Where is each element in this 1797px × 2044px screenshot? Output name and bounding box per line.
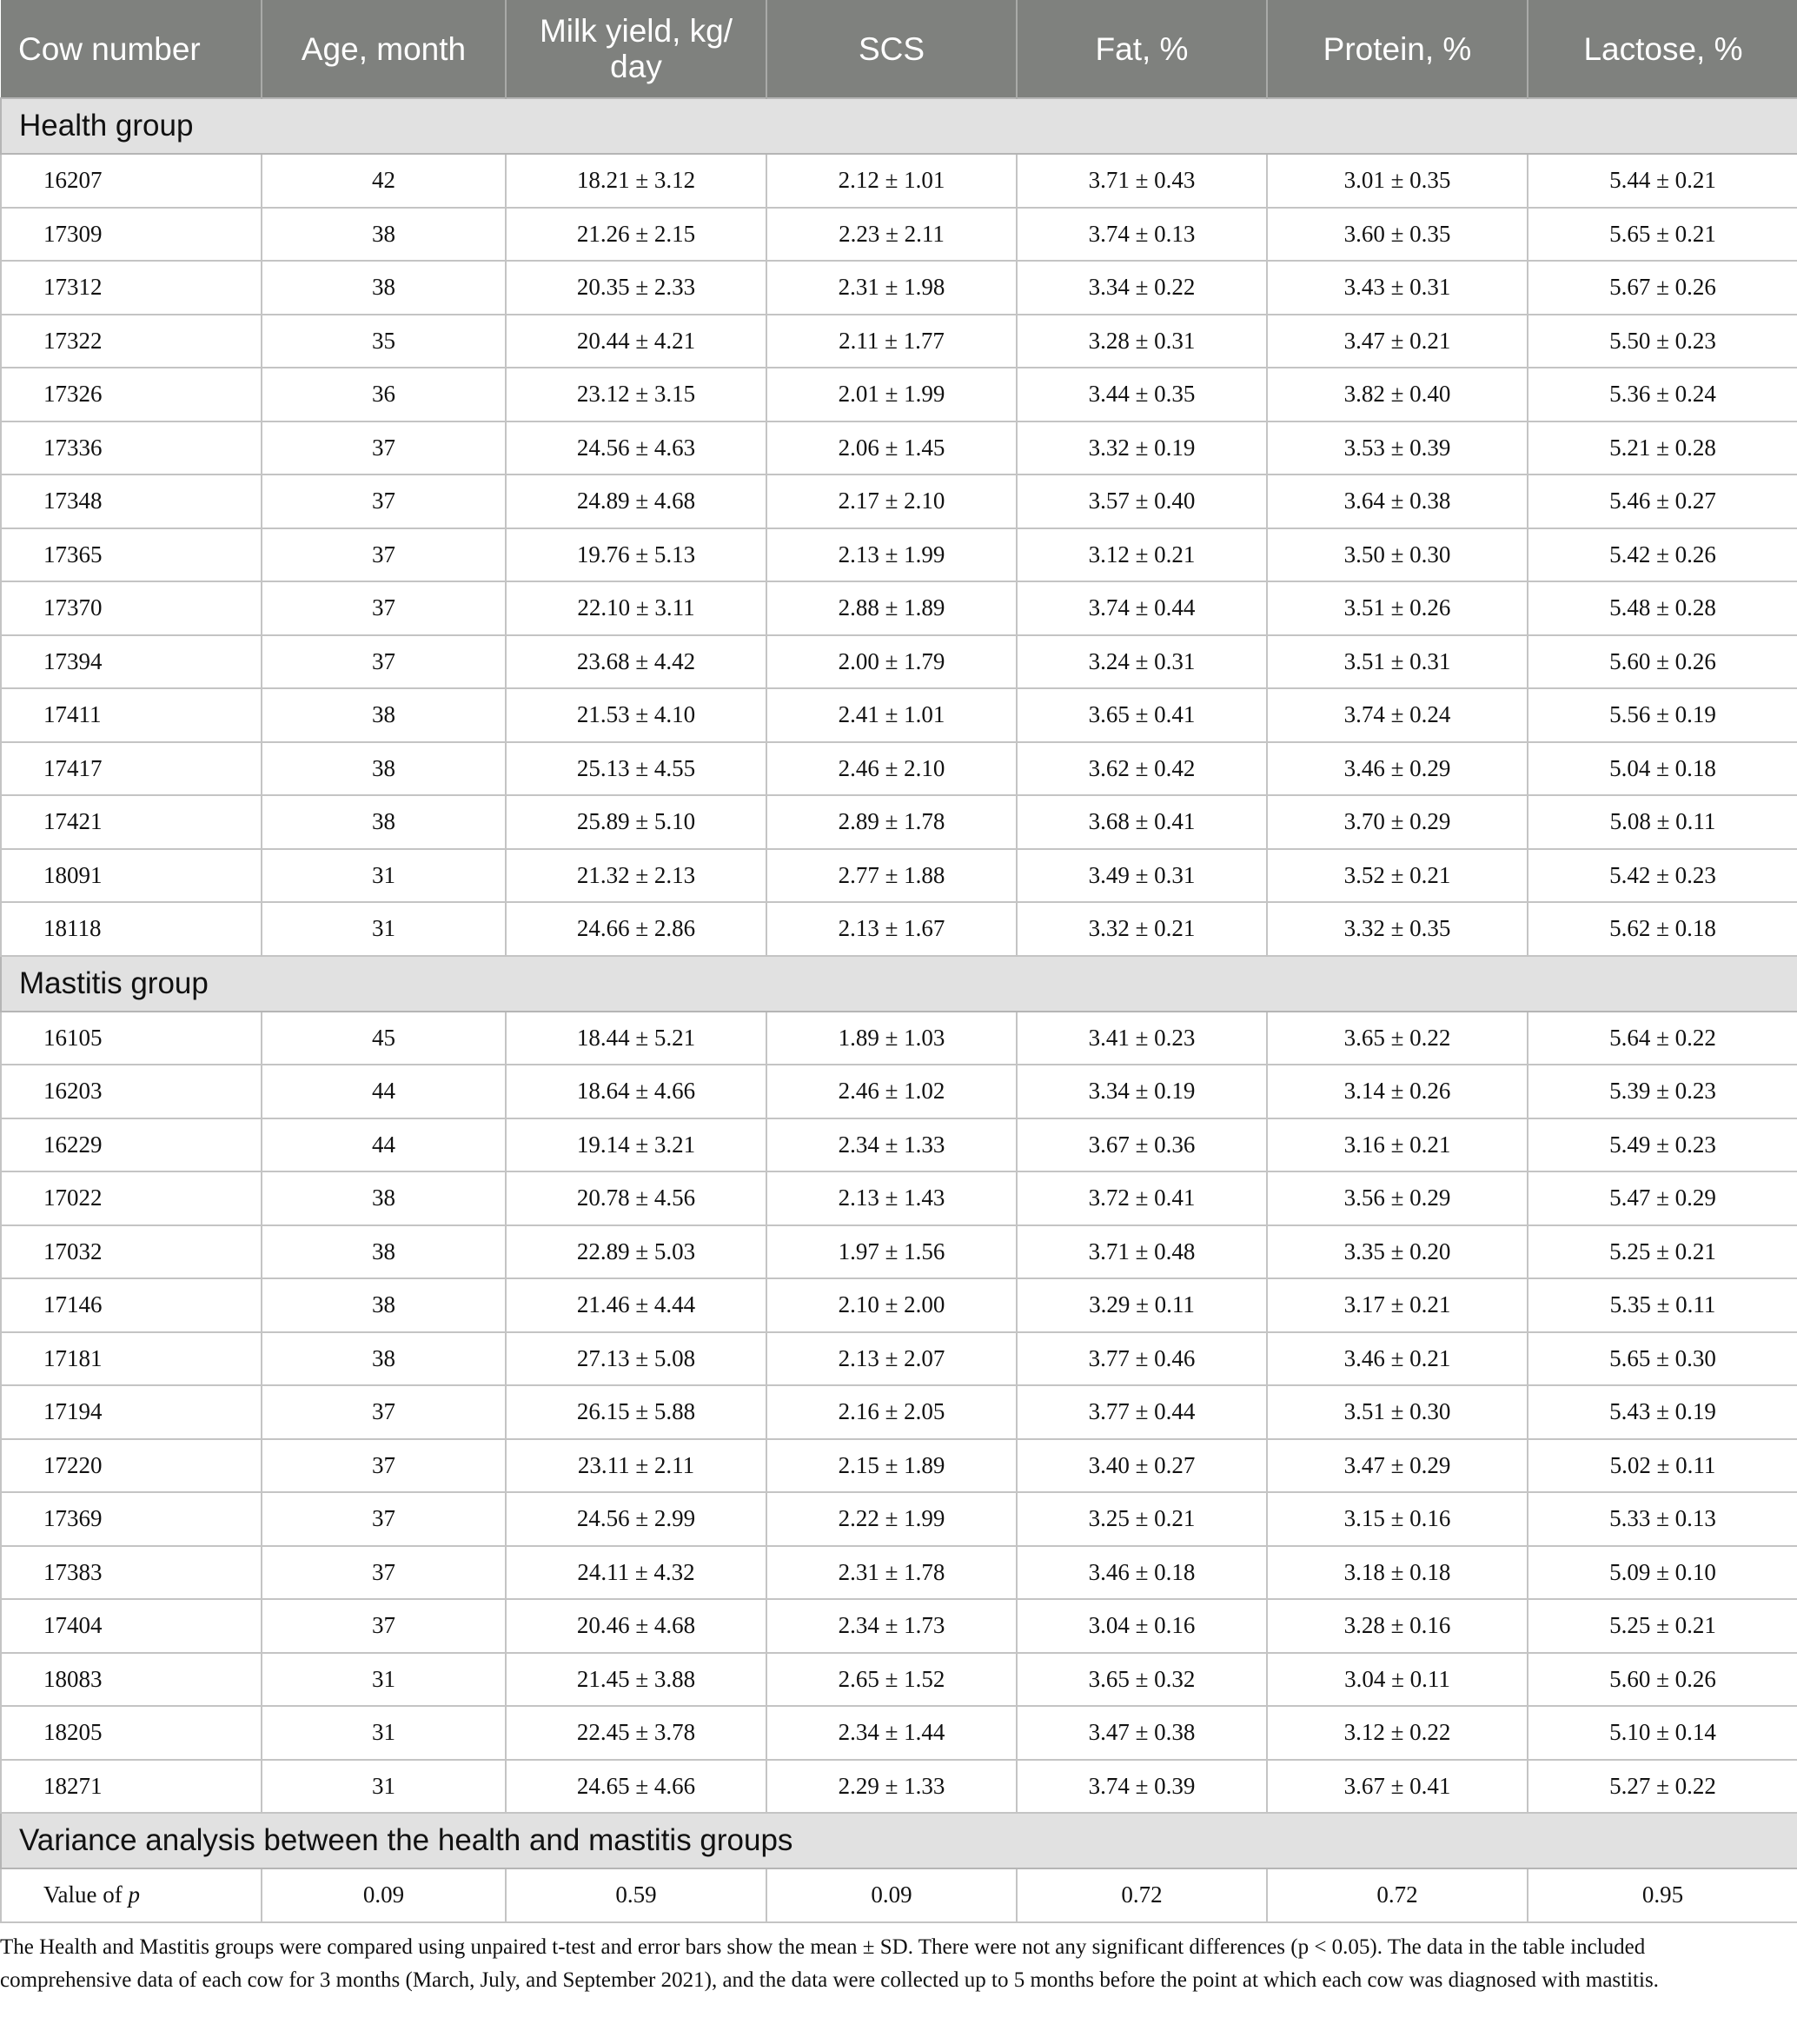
cell-scs: 2.46 ± 2.10: [766, 742, 1017, 796]
p-value-label: [1, 1868, 262, 1922]
p-value-label-italic: p: [128, 1881, 140, 1908]
cell-fat: 3.28 ± 0.31: [1017, 315, 1267, 368]
cell-age: 38: [262, 795, 506, 849]
cell-cow-number: 17032: [1, 1225, 262, 1279]
table-row: [1, 1171, 1797, 1225]
cell-fat: 3.71 ± 0.48: [1017, 1225, 1267, 1279]
table-row: [1, 315, 1797, 368]
cell-lactose: 5.62 ± 0.18: [1528, 902, 1797, 956]
header-fat: Fat, %: [1017, 0, 1267, 98]
cell-cow-number: 17421: [1, 795, 262, 849]
cell-fat: 3.40 ± 0.27: [1017, 1439, 1267, 1493]
cell-lactose: 5.35 ± 0.11: [1528, 1278, 1797, 1332]
cell-age: 37: [262, 421, 506, 475]
cell-fat: 3.04 ± 0.16: [1017, 1599, 1267, 1653]
p-value-scs: 0.09: [766, 1868, 1017, 1922]
cell-fat: 3.32 ± 0.19: [1017, 421, 1267, 475]
cell-cow-number: 17309: [1, 208, 262, 262]
cell-scs: 2.10 ± 2.00: [766, 1278, 1017, 1332]
cell-lactose: 5.65 ± 0.21: [1528, 208, 1797, 262]
cell-cow-number: 18083: [1, 1653, 262, 1707]
cell-protein: 3.46 ± 0.21: [1267, 1332, 1528, 1386]
cell-protein: 3.51 ± 0.31: [1267, 635, 1528, 689]
cell-cow-number: 17336: [1, 421, 262, 475]
cell-milk-yield: 24.89 ± 4.68: [506, 474, 766, 528]
cell-milk-yield: 25.89 ± 5.10: [506, 795, 766, 849]
cell-cow-number: 17369: [1, 1492, 262, 1546]
cell-milk-yield: 22.89 ± 5.03: [506, 1225, 766, 1279]
cell-lactose: 5.60 ± 0.26: [1528, 635, 1797, 689]
cell-milk-yield: 23.68 ± 4.42: [506, 635, 766, 689]
cell-lactose: 5.04 ± 0.18: [1528, 742, 1797, 796]
table-row: [1, 1599, 1797, 1653]
table-row: [1, 1706, 1797, 1760]
cell-age: 37: [262, 1385, 506, 1439]
cell-age: 31: [262, 1653, 506, 1707]
cell-age: 42: [262, 154, 506, 208]
cell-scs: 1.89 ± 1.03: [766, 1012, 1017, 1065]
cell-cow-number: 17417: [1, 742, 262, 796]
cell-cow-number: 17365: [1, 528, 262, 582]
cell-protein: 3.15 ± 0.16: [1267, 1492, 1528, 1546]
health-group-heading-row: [1, 98, 1797, 154]
cell-scs: 2.88 ± 1.89: [766, 581, 1017, 635]
mastitis-group-heading-row: [1, 956, 1797, 1012]
cell-protein: 3.16 ± 0.21: [1267, 1118, 1528, 1172]
cell-fat: 3.74 ± 0.44: [1017, 581, 1267, 635]
cell-milk-yield: 23.11 ± 2.11: [506, 1439, 766, 1493]
table-row: [1, 208, 1797, 262]
cell-milk-yield: 24.66 ± 2.86: [506, 902, 766, 956]
cell-milk-yield: 19.14 ± 3.21: [506, 1118, 766, 1172]
cell-scs: 2.06 ± 1.45: [766, 421, 1017, 475]
cell-lactose: 5.21 ± 0.28: [1528, 421, 1797, 475]
cell-scs: 2.31 ± 1.78: [766, 1546, 1017, 1600]
p-value-age: 0.09: [262, 1868, 506, 1922]
cell-lactose: 5.10 ± 0.14: [1528, 1706, 1797, 1760]
cell-lactose: 5.09 ± 0.10: [1528, 1546, 1797, 1600]
cell-milk-yield: 24.56 ± 4.63: [506, 421, 766, 475]
cell-scs: 2.00 ± 1.79: [766, 635, 1017, 689]
cell-lactose: 5.33 ± 0.13: [1528, 1492, 1797, 1546]
cell-protein: 3.56 ± 0.29: [1267, 1171, 1528, 1225]
cell-protein: 3.18 ± 0.18: [1267, 1546, 1528, 1600]
cell-fat: 3.46 ± 0.18: [1017, 1546, 1267, 1600]
cell-cow-number: 16105: [1, 1012, 262, 1065]
cell-fat: 3.71 ± 0.43: [1017, 154, 1267, 208]
header-scs: SCS: [766, 0, 1017, 98]
cell-fat: 3.34 ± 0.22: [1017, 261, 1267, 315]
cell-age: 37: [262, 1492, 506, 1546]
cell-age: 45: [262, 1012, 506, 1065]
cell-cow-number: 17404: [1, 1599, 262, 1653]
cell-lactose: 5.43 ± 0.19: [1528, 1385, 1797, 1439]
cell-fat: 3.57 ± 0.40: [1017, 474, 1267, 528]
cell-cow-number: 17348: [1, 474, 262, 528]
cell-protein: 3.51 ± 0.26: [1267, 581, 1528, 635]
table-row: [1, 1385, 1797, 1439]
cell-protein: 3.12 ± 0.22: [1267, 1706, 1528, 1760]
table-row: [1, 154, 1797, 208]
cell-protein: 3.70 ± 0.29: [1267, 795, 1528, 849]
cell-age: 36: [262, 368, 506, 421]
table-row: [1, 1065, 1797, 1118]
cell-fat: 3.67 ± 0.36: [1017, 1118, 1267, 1172]
variance-title: Variance analysis between the health and mastitis groups: [1, 1813, 1797, 1868]
cell-milk-yield: 24.56 ± 2.99: [506, 1492, 766, 1546]
cell-scs: 2.22 ± 1.99: [766, 1492, 1017, 1546]
table-row: [1, 1546, 1797, 1600]
footnote-line-1: The Health and Mastitis groups were compared using unpaired t-test and error bars show the mean ± SD. There were not any significant differences (p < 0.05). The data in the table included: [0, 1935, 1646, 1959]
cell-cow-number: 17326: [1, 368, 262, 421]
cell-milk-yield: 24.65 ± 4.66: [506, 1760, 766, 1814]
cell-scs: 2.34 ± 1.73: [766, 1599, 1017, 1653]
cell-age: 44: [262, 1065, 506, 1118]
header-age: Age, month: [262, 0, 506, 98]
cell-scs: 2.13 ± 1.67: [766, 902, 1017, 956]
cell-milk-yield: 20.78 ± 4.56: [506, 1171, 766, 1225]
cell-cow-number: 17411: [1, 688, 262, 742]
cell-lactose: 5.49 ± 0.23: [1528, 1118, 1797, 1172]
cell-age: 37: [262, 1439, 506, 1493]
table-row: [1, 795, 1797, 849]
cell-scs: 2.16 ± 2.05: [766, 1385, 1017, 1439]
cell-protein: 3.52 ± 0.21: [1267, 849, 1528, 903]
cell-scs: 2.13 ± 1.99: [766, 528, 1017, 582]
cell-cow-number: 17370: [1, 581, 262, 635]
cell-lactose: 5.60 ± 0.26: [1528, 1653, 1797, 1707]
table-header: [1, 0, 1797, 98]
cell-fat: 3.77 ± 0.44: [1017, 1385, 1267, 1439]
cell-milk-yield: 21.46 ± 4.44: [506, 1278, 766, 1332]
cell-age: 37: [262, 1599, 506, 1653]
cell-age: 38: [262, 261, 506, 315]
cell-age: 31: [262, 1706, 506, 1760]
p-value-lactose: 0.95: [1528, 1868, 1797, 1922]
cell-protein: 3.28 ± 0.16: [1267, 1599, 1528, 1653]
cell-scs: 2.89 ± 1.78: [766, 795, 1017, 849]
table-row: [1, 1492, 1797, 1546]
cell-protein: 3.32 ± 0.35: [1267, 902, 1528, 956]
cell-scs: 2.46 ± 1.02: [766, 1065, 1017, 1118]
cell-protein: 3.74 ± 0.24: [1267, 688, 1528, 742]
cell-scs: 2.34 ± 1.33: [766, 1118, 1017, 1172]
cell-lactose: 5.50 ± 0.23: [1528, 315, 1797, 368]
table-row: [1, 1225, 1797, 1279]
table-row: [1, 1118, 1797, 1172]
cell-lactose: 5.46 ± 0.27: [1528, 474, 1797, 528]
cell-protein: 3.14 ± 0.26: [1267, 1065, 1528, 1118]
cell-lactose: 5.25 ± 0.21: [1528, 1599, 1797, 1653]
table-row: [1, 1332, 1797, 1386]
cell-protein: 3.47 ± 0.29: [1267, 1439, 1528, 1493]
cell-lactose: 5.02 ± 0.11: [1528, 1439, 1797, 1493]
cell-milk-yield: 22.45 ± 3.78: [506, 1706, 766, 1760]
cell-fat: 3.77 ± 0.46: [1017, 1332, 1267, 1386]
cell-fat: 3.74 ± 0.13: [1017, 208, 1267, 262]
cell-age: 31: [262, 902, 506, 956]
cell-fat: 3.12 ± 0.21: [1017, 528, 1267, 582]
cell-milk-yield: 25.13 ± 4.55: [506, 742, 766, 796]
cell-cow-number: 17394: [1, 635, 262, 689]
cell-scs: 2.31 ± 1.98: [766, 261, 1017, 315]
cell-milk-yield: 26.15 ± 5.88: [506, 1385, 766, 1439]
cell-scs: 2.23 ± 2.11: [766, 208, 1017, 262]
cell-lactose: 5.36 ± 0.24: [1528, 368, 1797, 421]
cell-protein: 3.35 ± 0.20: [1267, 1225, 1528, 1279]
cell-scs: 2.77 ± 1.88: [766, 849, 1017, 903]
table-row: [1, 902, 1797, 956]
cell-cow-number: 16207: [1, 154, 262, 208]
cell-fat: 3.34 ± 0.19: [1017, 1065, 1267, 1118]
cell-age: 38: [262, 688, 506, 742]
cell-age: 37: [262, 528, 506, 582]
cell-scs: 2.29 ± 1.33: [766, 1760, 1017, 1814]
cell-lactose: 5.25 ± 0.21: [1528, 1225, 1797, 1279]
table-row: [1, 688, 1797, 742]
cell-cow-number: 17220: [1, 1439, 262, 1493]
cell-age: 38: [262, 1278, 506, 1332]
health-group-title: Health group: [1, 98, 1797, 154]
cell-lactose: 5.56 ± 0.19: [1528, 688, 1797, 742]
cell-protein: 3.47 ± 0.21: [1267, 315, 1528, 368]
cell-protein: 3.67 ± 0.41: [1267, 1760, 1528, 1814]
cell-scs: 2.01 ± 1.99: [766, 368, 1017, 421]
cell-cow-number: 18091: [1, 849, 262, 903]
table-row: [1, 742, 1797, 796]
cell-fat: 3.41 ± 0.23: [1017, 1012, 1267, 1065]
cell-milk-yield: 21.53 ± 4.10: [506, 688, 766, 742]
cell-fat: 3.24 ± 0.31: [1017, 635, 1267, 689]
cell-fat: 3.65 ± 0.41: [1017, 688, 1267, 742]
table-footnote: [0, 1931, 1797, 1997]
cell-milk-yield: 21.26 ± 2.15: [506, 208, 766, 262]
cell-scs: 2.13 ± 2.07: [766, 1332, 1017, 1386]
p-value-protein: 0.72: [1267, 1868, 1528, 1922]
cell-milk-yield: 18.21 ± 3.12: [506, 154, 766, 208]
cell-milk-yield: 20.35 ± 2.33: [506, 261, 766, 315]
cell-protein: 3.51 ± 0.30: [1267, 1385, 1528, 1439]
cell-fat: 3.65 ± 0.32: [1017, 1653, 1267, 1707]
footnote-line-2: comprehensive data of each cow for 3 months (March, July, and September 2021), and the data were collected up to 5 months before the point at which each cow was diagnosed with mastitis.: [0, 1968, 1659, 1992]
p-value-row: [1, 1868, 1797, 1922]
cell-age: 37: [262, 635, 506, 689]
table-row: [1, 849, 1797, 903]
cell-fat: 3.47 ± 0.38: [1017, 1706, 1267, 1760]
variance-heading-row: [1, 1813, 1797, 1868]
cell-milk-yield: 19.76 ± 5.13: [506, 528, 766, 582]
table-row: [1, 368, 1797, 421]
cell-cow-number: 16229: [1, 1118, 262, 1172]
cell-lactose: 5.64 ± 0.22: [1528, 1012, 1797, 1065]
header-lactose: Lactose, %: [1528, 0, 1797, 98]
cell-fat: 3.62 ± 0.42: [1017, 742, 1267, 796]
cell-lactose: 5.67 ± 0.26: [1528, 261, 1797, 315]
cell-milk-yield: 21.45 ± 3.88: [506, 1653, 766, 1707]
cell-lactose: 5.48 ± 0.28: [1528, 581, 1797, 635]
table-body: [1, 98, 1797, 1922]
cell-scs: 2.41 ± 1.01: [766, 688, 1017, 742]
cell-fat: 3.72 ± 0.41: [1017, 1171, 1267, 1225]
header-milk-yield: Milk yield, kg/ day: [506, 0, 766, 98]
cell-cow-number: 17322: [1, 315, 262, 368]
cell-cow-number: 18118: [1, 902, 262, 956]
cell-cow-number: 17181: [1, 1332, 262, 1386]
table-row: [1, 421, 1797, 475]
p-value-fat: 0.72: [1017, 1868, 1267, 1922]
table-row: [1, 474, 1797, 528]
cell-cow-number: 17383: [1, 1546, 262, 1600]
header-row: [1, 0, 1797, 98]
cell-scs: 2.15 ± 1.89: [766, 1439, 1017, 1493]
cell-age: 31: [262, 849, 506, 903]
cell-protein: 3.01 ± 0.35: [1267, 154, 1528, 208]
cell-scs: 2.11 ± 1.77: [766, 315, 1017, 368]
mastitis-group-title: Mastitis group: [1, 956, 1797, 1012]
cell-age: 37: [262, 581, 506, 635]
cell-lactose: 5.42 ± 0.26: [1528, 528, 1797, 582]
cell-lactose: 5.08 ± 0.11: [1528, 795, 1797, 849]
table-row: [1, 1760, 1797, 1814]
cell-scs: 1.97 ± 1.56: [766, 1225, 1017, 1279]
cell-cow-number: 18271: [1, 1760, 262, 1814]
table-row: [1, 581, 1797, 635]
cell-cow-number: 16203: [1, 1065, 262, 1118]
cell-age: 38: [262, 742, 506, 796]
cell-milk-yield: 21.32 ± 2.13: [506, 849, 766, 903]
cell-protein: 3.82 ± 0.40: [1267, 368, 1528, 421]
cell-milk-yield: 27.13 ± 5.08: [506, 1332, 766, 1386]
header-protein: Protein, %: [1267, 0, 1528, 98]
table-row: [1, 1653, 1797, 1707]
cell-cow-number: 17022: [1, 1171, 262, 1225]
cell-cow-number: 17194: [1, 1385, 262, 1439]
cell-lactose: 5.27 ± 0.22: [1528, 1760, 1797, 1814]
cell-protein: 3.46 ± 0.29: [1267, 742, 1528, 796]
table-row: [1, 635, 1797, 689]
cell-age: 38: [262, 1332, 506, 1386]
cell-lactose: 5.39 ± 0.23: [1528, 1065, 1797, 1118]
p-value-label-prefix: Value of: [43, 1881, 129, 1908]
cell-fat: 3.25 ± 0.21: [1017, 1492, 1267, 1546]
cell-lactose: 5.65 ± 0.30: [1528, 1332, 1797, 1386]
cell-protein: 3.17 ± 0.21: [1267, 1278, 1528, 1332]
cell-protein: 3.43 ± 0.31: [1267, 261, 1528, 315]
cell-fat: 3.44 ± 0.35: [1017, 368, 1267, 421]
cell-protein: 3.60 ± 0.35: [1267, 208, 1528, 262]
cell-cow-number: 17146: [1, 1278, 262, 1332]
cell-milk-yield: 23.12 ± 3.15: [506, 368, 766, 421]
cell-age: 38: [262, 208, 506, 262]
p-value-milk-yield: 0.59: [506, 1868, 766, 1922]
cell-scs: 2.65 ± 1.52: [766, 1653, 1017, 1707]
cell-protein: 3.65 ± 0.22: [1267, 1012, 1528, 1065]
cell-fat: 3.49 ± 0.31: [1017, 849, 1267, 903]
cell-lactose: 5.42 ± 0.23: [1528, 849, 1797, 903]
cell-milk-yield: 20.46 ± 4.68: [506, 1599, 766, 1653]
table-row: [1, 261, 1797, 315]
cell-age: 44: [262, 1118, 506, 1172]
cell-age: 38: [262, 1171, 506, 1225]
cell-protein: 3.53 ± 0.39: [1267, 421, 1528, 475]
cell-milk-yield: 24.11 ± 4.32: [506, 1546, 766, 1600]
cell-fat: 3.32 ± 0.21: [1017, 902, 1267, 956]
cell-scs: 2.13 ± 1.43: [766, 1171, 1017, 1225]
table-row: [1, 1012, 1797, 1065]
cell-lactose: 5.47 ± 0.29: [1528, 1171, 1797, 1225]
table-row: [1, 1278, 1797, 1332]
cell-milk-yield: 22.10 ± 3.11: [506, 581, 766, 635]
cell-protein: 3.50 ± 0.30: [1267, 528, 1528, 582]
cell-fat: 3.74 ± 0.39: [1017, 1760, 1267, 1814]
cell-age: 35: [262, 315, 506, 368]
cell-age: 31: [262, 1760, 506, 1814]
cell-fat: 3.68 ± 0.41: [1017, 795, 1267, 849]
cell-milk-yield: 20.44 ± 4.21: [506, 315, 766, 368]
cell-protein: 3.04 ± 0.11: [1267, 1653, 1528, 1707]
cell-scs: 2.34 ± 1.44: [766, 1706, 1017, 1760]
cell-age: 38: [262, 1225, 506, 1279]
cell-milk-yield: 18.44 ± 5.21: [506, 1012, 766, 1065]
table-row: [1, 1439, 1797, 1493]
cell-milk-yield: 18.64 ± 4.66: [506, 1065, 766, 1118]
cell-scs: 2.12 ± 1.01: [766, 154, 1017, 208]
cell-scs: 2.17 ± 2.10: [766, 474, 1017, 528]
cell-age: 37: [262, 474, 506, 528]
header-cow-number: Cow number: [1, 0, 262, 98]
cell-age: 37: [262, 1546, 506, 1600]
cell-lactose: 5.44 ± 0.21: [1528, 154, 1797, 208]
cell-fat: 3.29 ± 0.11: [1017, 1278, 1267, 1332]
cell-cow-number: 17312: [1, 261, 262, 315]
cell-cow-number: 18205: [1, 1706, 262, 1760]
cell-protein: 3.64 ± 0.38: [1267, 474, 1528, 528]
table-row: [1, 528, 1797, 582]
